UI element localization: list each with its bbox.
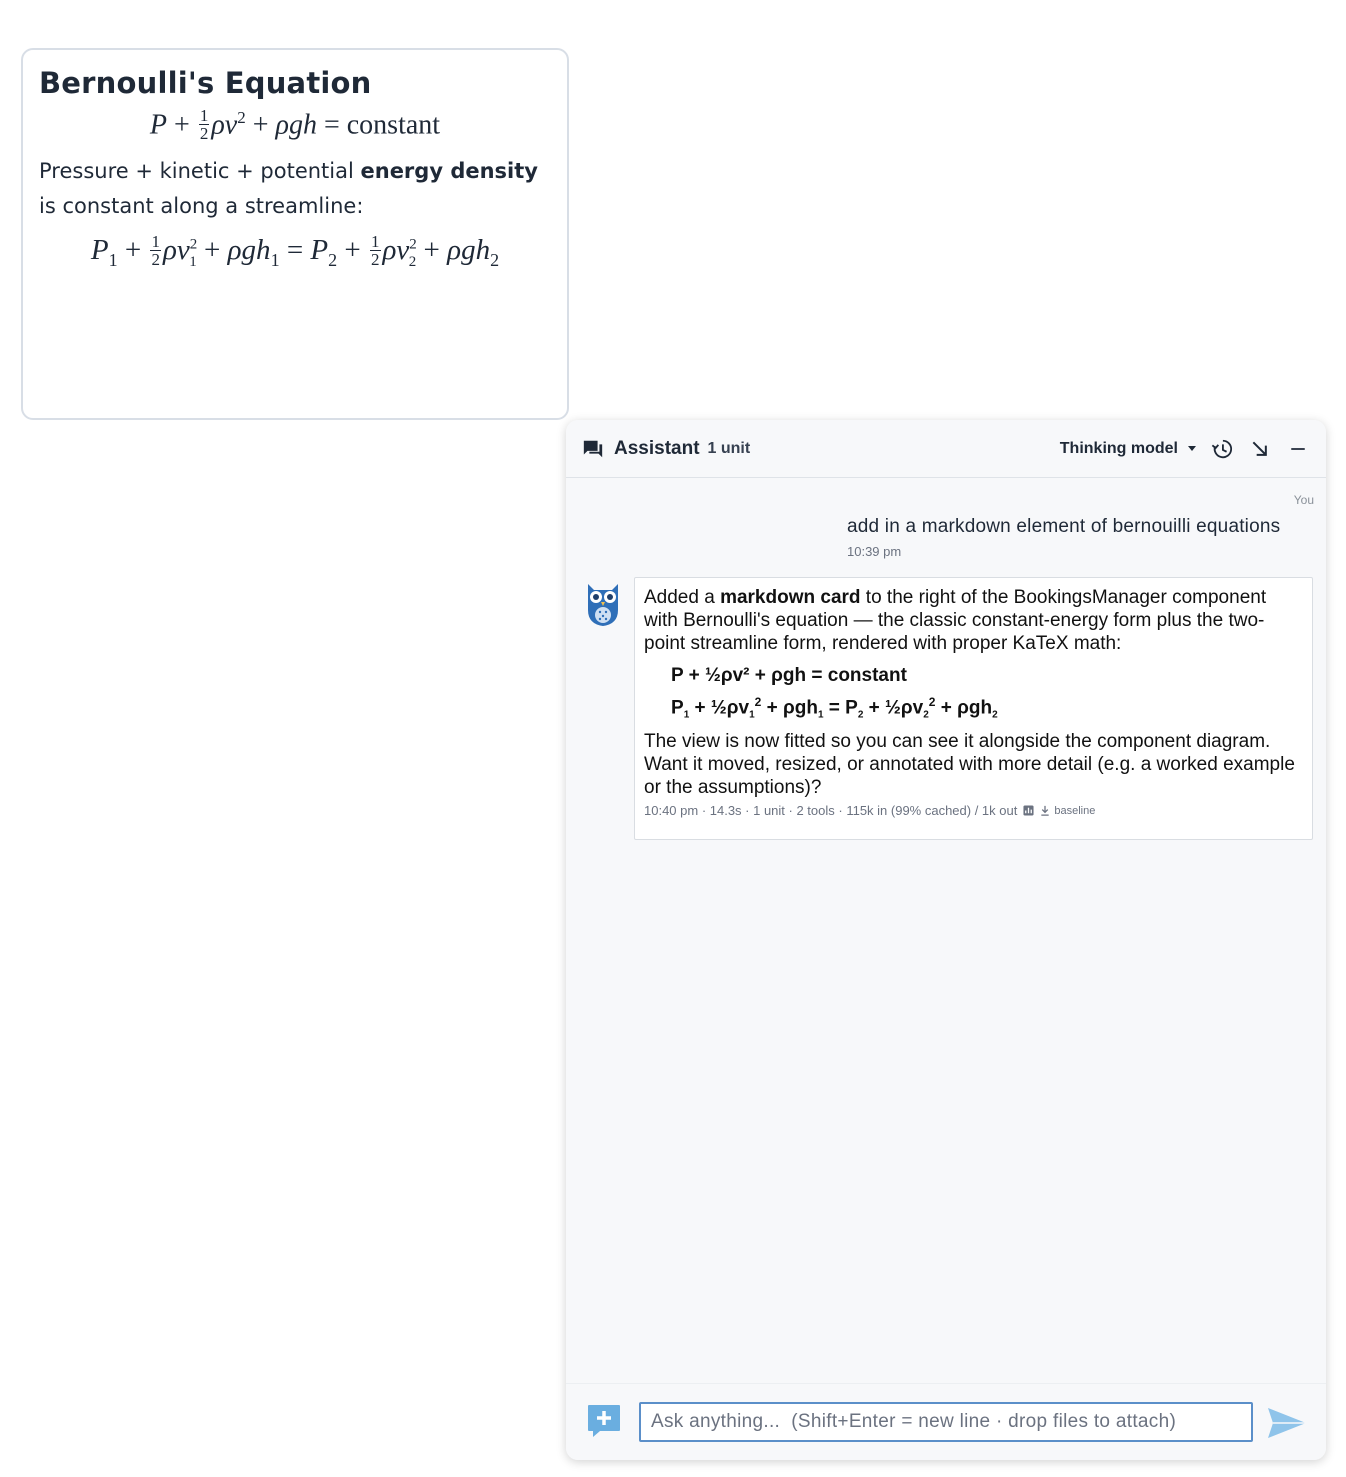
sender-label: You [1293, 493, 1314, 507]
minimize-icon [1289, 440, 1307, 458]
assistant-formulas [671, 663, 1304, 728]
user-message-text: add in a markdown element of bernouilli equations [847, 516, 1281, 537]
card-title: Bernoulli's Equation [39, 66, 372, 100]
history-button[interactable] [1210, 437, 1234, 461]
baseline-link[interactable]: baseline [1054, 804, 1096, 817]
dock-button[interactable] [1248, 437, 1272, 461]
add-chat-icon[interactable] [586, 1403, 622, 1439]
bernoulli-equation-two-point: $P_1$ + $\frac{1}{2}$ $\rho v^2_1 + \rho gh_1 = P_2$ + $\frac{1}{2}$ $\rho v^2_2 + \rho gh_2$ [90, 232, 500, 271]
formula-line-1: P + ½ρv² + ρgh = constant [671, 665, 907, 686]
history-icon [1211, 438, 1233, 460]
markdown-card[interactable] [21, 48, 569, 420]
panel-title: Assistant [614, 437, 700, 459]
chat-input[interactable] [639, 1402, 1253, 1442]
model-selector-label: Thinking model [1059, 439, 1178, 457]
panel-header [566, 420, 1326, 478]
owl-avatar-icon [584, 580, 622, 628]
formula-line-2: $P_1$ + $\frac{1}{2}\rho v_1^2 + \rho gh_1 = P_2$ + $\frac{1}{2}\rho v_2^2 + \rho gh_2$ [671, 695, 998, 721]
caret-down-icon [1188, 446, 1196, 451]
minimize-button[interactable] [1286, 437, 1310, 461]
assistant-message-meta: 10:40 pm · 14.3s · 1 unit · 2 tools · 115k in (99% cached) / 1k out baseline [644, 803, 1096, 819]
send-icon[interactable] [1266, 1405, 1308, 1441]
stats-icon[interactable] [1023, 805, 1034, 816]
units-badge: 1 unit [707, 439, 751, 457]
assistant-message-outro: The view is now fitted so you can see it alongside the component diagram. Want it moved, resized, or annotated with more detail (e.g. a worked example or the assumptions)? [644, 731, 1295, 799]
input-bar [566, 1383, 1326, 1460]
user-message [847, 516, 1317, 559]
dock-icon [1250, 439, 1270, 459]
assistant-panel [566, 420, 1326, 1460]
download-icon[interactable] [1040, 805, 1050, 816]
model-selector[interactable] [1060, 440, 1196, 458]
chat-icon [582, 438, 604, 460]
card-description: Pressure + kinetic + potential energy density is constant along a streamline: [39, 159, 538, 219]
assistant-message-intro: Added a markdown card to the right of the BookingsManager component with Bernoulli's equation — the classic constant-energy form plus the two-point streamline form, rendered with proper KaTeX math: [644, 587, 1267, 654]
user-message-time: 10:39 pm [847, 544, 902, 559]
assistant-message [634, 577, 1313, 840]
bernoulli-equation-constant: P + $\frac{1}{2}$ $\rho v^2 + \rho gh$ = constant [149, 106, 441, 144]
